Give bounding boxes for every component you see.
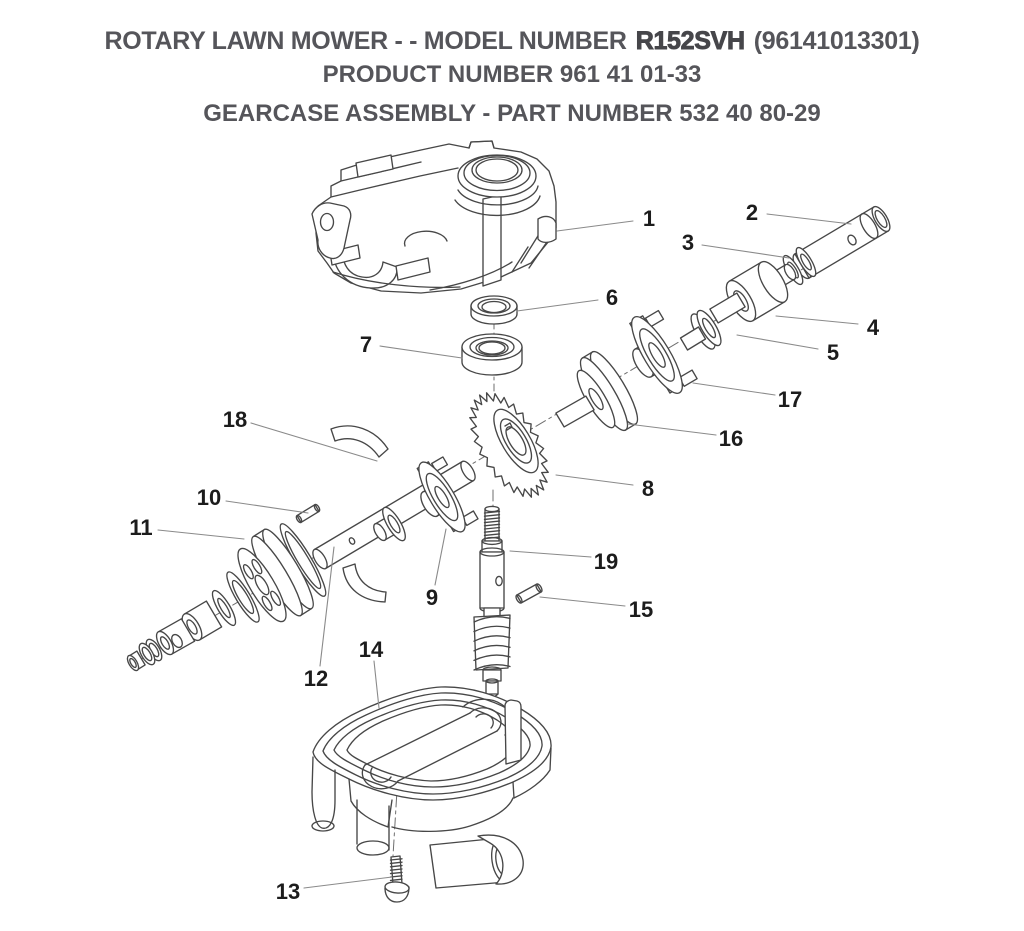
callout-13-label: 13	[275, 879, 301, 904]
callout-15-leader	[540, 597, 625, 606]
callout-16-label: 16	[718, 426, 744, 451]
callout-6-leader	[517, 300, 598, 311]
callout-2-leader	[767, 214, 851, 224]
product-number-line: PRODUCT NUMBER 961 41 01-33	[322, 61, 702, 88]
callout-11-leader	[158, 530, 244, 539]
callout-7-label: 7	[359, 332, 373, 357]
callout-6-label: 6	[605, 285, 619, 310]
page-title	[0, 27, 1024, 56]
part-7-bearing	[462, 334, 522, 375]
callout-8-label: 8	[641, 476, 655, 501]
part-18-half-bushing-upper	[331, 426, 388, 457]
callout-8-leader	[556, 475, 633, 485]
callout-13-leader	[304, 877, 392, 888]
part-8-worm-gear	[470, 393, 548, 497]
left-shaft-end-parts	[125, 588, 239, 673]
callout-15-label: 15	[628, 597, 654, 622]
callout-2-label: 2	[745, 200, 759, 225]
part-4-bushing	[721, 257, 798, 326]
part-17-clutch-dog	[623, 311, 697, 400]
callout-7-leader	[380, 346, 462, 358]
callout-17-label: 17	[777, 387, 803, 412]
callout-10-label: 10	[196, 485, 222, 510]
callout-9-leader	[435, 529, 446, 585]
shaft-segment	[556, 396, 594, 427]
callout-3-label: 3	[681, 230, 695, 255]
title-serial-number: (96141013301)	[753, 27, 920, 55]
part-6-bearing	[471, 296, 517, 324]
callout-16-leader	[628, 424, 716, 435]
part-15-pin	[515, 583, 543, 604]
callout-12-label: 12	[303, 666, 329, 691]
title-model-number: R152SVH	[635, 27, 745, 55]
callout-1-leader	[557, 221, 633, 231]
callout-1-label: 1	[642, 206, 656, 231]
part-19-worm-shaft	[474, 506, 510, 697]
callout-5-leader	[737, 335, 818, 349]
part-11-drive-hub	[222, 520, 331, 627]
callout-14-label: 14	[358, 637, 384, 662]
callout-17-leader	[693, 383, 775, 395]
callout-4-leader	[776, 316, 858, 324]
callout-11-label: 11	[129, 515, 153, 540]
callout-9-label: 9	[425, 585, 439, 610]
title-block	[0, 0, 1024, 140]
callout-4-label: 4	[866, 315, 880, 340]
callout-14-leader	[374, 661, 379, 708]
title-line1-prefix: ROTARY LAWN MOWER - - MODEL NUMBER	[104, 27, 627, 55]
callout-18-label: 18	[222, 407, 248, 432]
callout-3-leader	[702, 245, 789, 258]
callout-19-label: 19	[593, 549, 619, 574]
callout-19-leader	[510, 551, 591, 557]
assembly-part-number-line: GEARCASE ASSEMBLY - PART NUMBER 532 40 80-29	[203, 100, 821, 127]
callout-10-leader	[226, 501, 308, 513]
part-18-half-bushing-lower	[343, 564, 386, 602]
part-1-gearcase-upper-housing	[312, 141, 556, 293]
callout-5-label: 5	[826, 340, 840, 365]
part-14-gearcase-lower-housing	[312, 687, 551, 888]
part-13-screw	[385, 856, 410, 902]
